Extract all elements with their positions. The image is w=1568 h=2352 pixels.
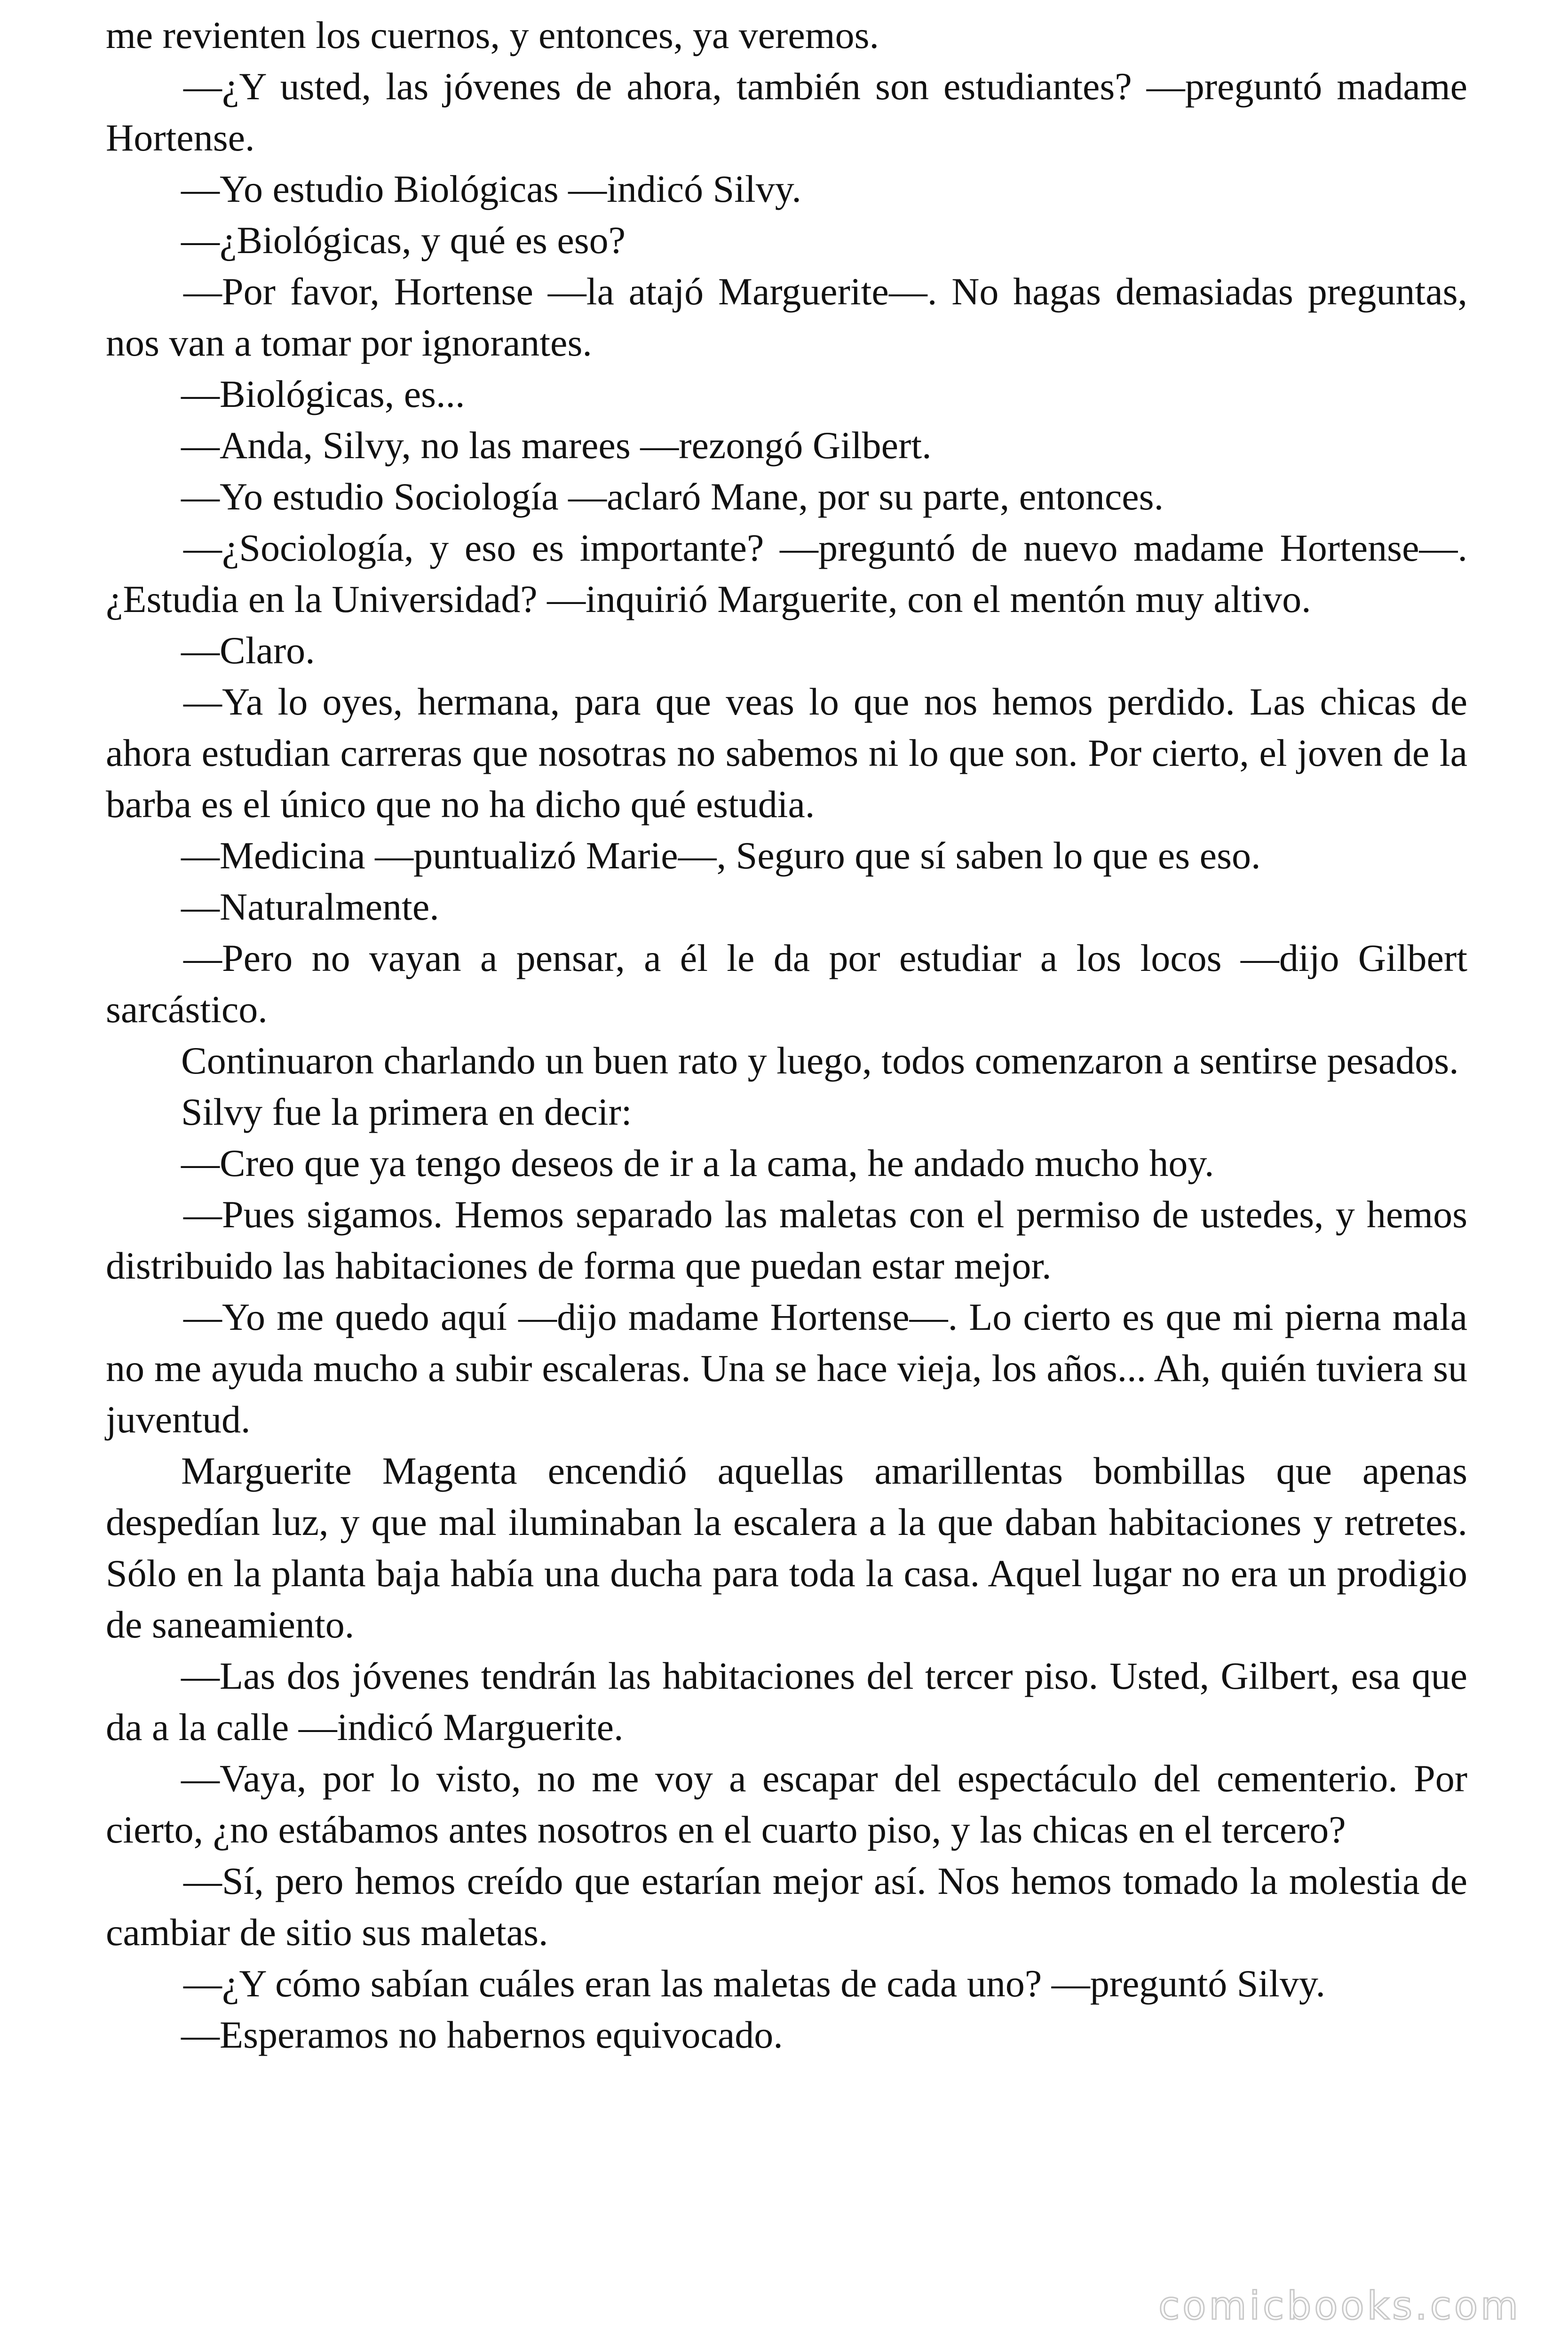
- paragraph: —Pues sigamos. Hemos separado las maletas con el permiso de ustedes, y hemos distribuido las habitaciones de forma que puedan estar mejor.: [106, 1193, 1467, 1287]
- paragraph: —Biológicas, es...: [181, 373, 465, 415]
- paragraph: me revienten los cuernos, y entonces, ya veremos.: [106, 14, 879, 56]
- paragraph: —Esperamos no habernos equivocado.: [181, 2013, 783, 2056]
- paragraph: —Medicina —puntualizó Marie—, Seguro que sí saben lo que es eso.: [181, 834, 1261, 877]
- paragraph: —Pero no vayan a pensar, a él le da por estudiar a los locos —dijo Gilbert sarcástico.: [106, 937, 1467, 1031]
- paragraph: Marguerite Magenta encendió aquellas amarillentas bombillas que apenas despedían luz, y que mal iluminaban la escalera a la que daban habitaciones y retretes. Sólo en la planta baja había una ducha para toda la casa. Aquel lugar no era un prodigio de saneamiento.: [106, 1449, 1467, 1646]
- paragraph: —Por favor, Hortense —la atajó Marguerite—. No hagas demasiadas preguntas, nos van a tomar por ignorantes.: [106, 270, 1467, 364]
- paragraph: —Sí, pero hemos creído que estarían mejor así. Nos hemos tomado la molestia de cambiar de sitio sus maletas.: [106, 1859, 1467, 1954]
- paragraph: Silvy fue la primera en decir:: [181, 1090, 632, 1133]
- watermark-logo: comicbooks.com: [1158, 2284, 1521, 2328]
- paragraph: —Claro.: [181, 629, 315, 672]
- paragraph: —Creo que ya tengo deseos de ir a la cama, he andado mucho hoy.: [181, 1142, 1214, 1184]
- paragraph: —Yo me quedo aquí —dijo madame Hortense—. Lo cierto es que mi pierna mala no me ayuda mucho a subir escaleras. Una se hace vieja, los años... Ah, quién tuviera su juventud.: [106, 1295, 1467, 1441]
- paragraph: —Anda, Silvy, no las marees —rezongó Gilbert.: [181, 424, 932, 467]
- paragraph: —¿Biológicas, y qué es eso?: [181, 219, 626, 262]
- paragraph: —¿Y cómo sabían cuáles eran las maletas de cada uno? —preguntó Silvy.: [183, 1962, 1326, 2005]
- paragraph: —Ya lo oyes, hermana, para que veas lo que nos hemos perdido. Las chicas de ahora estudian carreras que nosotras no sabemos ni lo que son. Por cierto, el joven de la barba es el único que no ha dicho qué estudia.: [106, 680, 1467, 826]
- paragraph: —Vaya, por lo visto, no me voy a escapar del espectáculo del cementerio. Por cierto, ¿no estábamos antes nosotros en el cuarto piso, y las chicas en el tercero?: [106, 1757, 1467, 1851]
- book-page-text: [106, 9, 1467, 2060]
- paragraph: —Yo estudio Biológicas —indicó Silvy.: [181, 167, 801, 210]
- paragraph: —Naturalmente.: [181, 885, 439, 928]
- paragraph: —¿Y usted, las jóvenes de ahora, también son estudiantes? —preguntó madame Hortense.: [106, 65, 1467, 159]
- paragraph: —¿Sociología, y eso es importante? —preguntó de nuevo madame Hortense—. ¿Estudia en la Universidad? —inquirió Marguerite, con el mentón muy altivo.: [106, 526, 1467, 620]
- paragraph: Continuaron charlando un buen rato y luego, todos comenzaron a sentirse pesados.: [181, 1039, 1459, 1082]
- paragraph: —Las dos jóvenes tendrán las habitaciones del tercer piso. Usted, Gilbert, esa que da a la calle —indicó Marguerite.: [106, 1654, 1467, 1748]
- paragraph: —Yo estudio Sociología —aclaró Mane, por su parte, entonces.: [181, 475, 1164, 518]
